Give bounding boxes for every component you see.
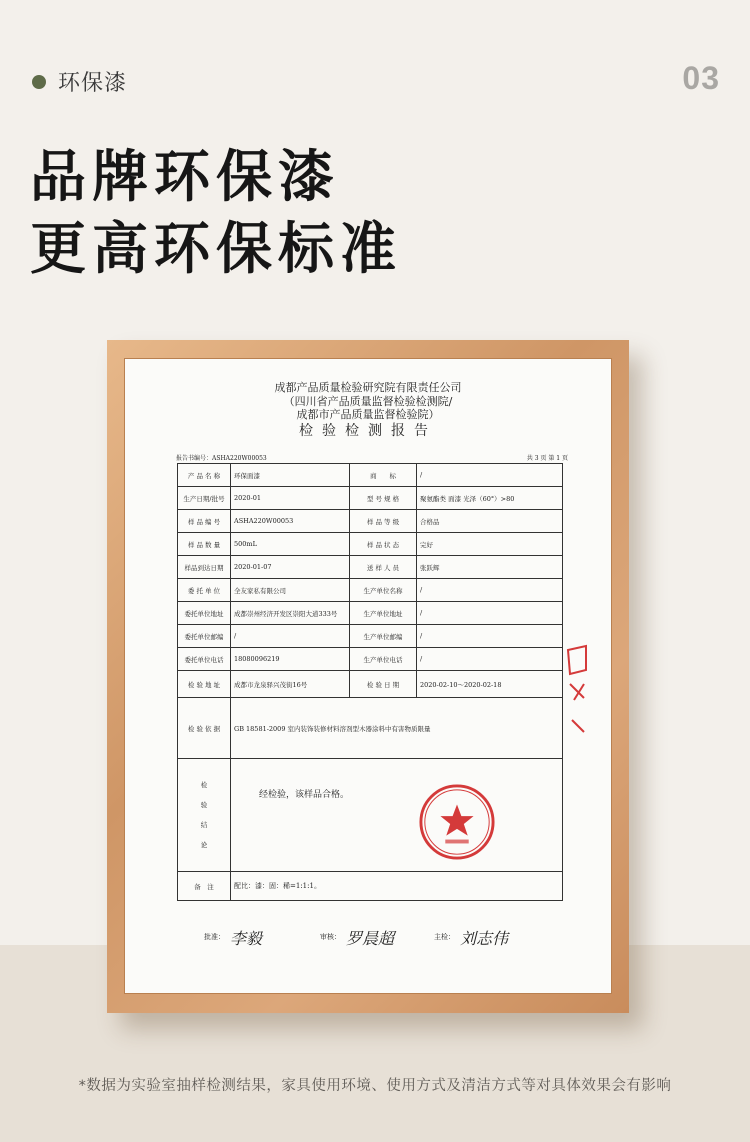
row-value-2: 合格品 — [417, 510, 563, 533]
row-value: 18080096219 — [231, 648, 350, 671]
row-label-2: 商 标 — [350, 464, 417, 487]
org-line: （四川省产品质量监督检验检测院/ — [283, 394, 453, 408]
row-label: 样 品 数 量 — [178, 533, 231, 556]
row-label: 生产日期/批号 — [178, 487, 231, 510]
review-signature: 罗晨超 — [346, 929, 395, 948]
row-label: 委托单位地址 — [178, 602, 231, 625]
approve-label: 批准： — [204, 933, 225, 941]
row-label: 检 验 地 址 — [178, 671, 231, 698]
row-label-2: 检 验 日 期 — [350, 671, 417, 698]
row-label: 产 品 名 称 — [178, 464, 231, 487]
issuing-organization — [124, 381, 612, 422]
row-label-2: 生产单位电话 — [350, 648, 417, 671]
basis-label: 检 验 依 据 — [178, 698, 231, 759]
headline-line-1: 品牌环保漆 — [30, 145, 340, 210]
inspection-report — [124, 358, 612, 994]
report-row — [178, 487, 563, 510]
remark-label: 备 注 — [178, 872, 231, 901]
conclusion-value: 经检验，该样品合格。 — [231, 759, 563, 872]
conclusion-label-text: 检验结论 — [200, 781, 208, 849]
row-value-2: / — [417, 602, 563, 625]
bullet-dot-icon — [32, 75, 46, 89]
row-value: 2020-01 — [231, 487, 350, 510]
row-label-2: 生产单位邮编 — [350, 625, 417, 648]
footer-disclaimer: *数据为实验室抽样检测结果，家具使用环境、使用方式及清洁方式等对具体效果会有影响 — [78, 1078, 672, 1094]
row-label-2: 样 品 等 级 — [350, 510, 417, 533]
row-label: 样 品 编 号 — [178, 510, 231, 533]
main-inspector-label: 主检： — [434, 933, 455, 941]
basis-row — [178, 698, 563, 759]
report-row — [178, 671, 563, 698]
remark-row — [178, 872, 563, 901]
report-row — [178, 579, 563, 602]
review-label: 审核： — [320, 933, 341, 941]
headline-line-2: 更高环保标准 — [30, 217, 402, 282]
section-number: 03 — [682, 60, 720, 96]
row-value-2: 完好 — [417, 533, 563, 556]
row-label-2: 型 号 规 格 — [350, 487, 417, 510]
row-value: 全友家私有限公司 — [231, 579, 350, 602]
report-row — [178, 602, 563, 625]
conclusion-row — [178, 759, 563, 872]
row-label-2: 样 品 状 态 — [350, 533, 417, 556]
report-row — [178, 648, 563, 671]
report-row — [178, 464, 563, 487]
row-value: 成都崇州经济开发区崇阳大道333号 — [231, 602, 350, 625]
page-count: 共 3 页 第 1 页 — [526, 455, 568, 462]
row-value: 环保面漆 — [231, 464, 350, 487]
section-tag — [32, 66, 127, 97]
report-title: 检验检测报告 — [299, 423, 437, 439]
report-meta — [176, 453, 568, 462]
row-value: / — [231, 625, 350, 648]
report-row — [178, 510, 563, 533]
row-value: 500mL — [231, 533, 350, 556]
side-seal-mark — [566, 640, 588, 740]
report-table — [177, 463, 563, 901]
section-label: 环保漆 — [58, 71, 128, 96]
report-row — [178, 625, 563, 648]
row-value: 成都市龙泉驿兴茂街16号 — [231, 671, 350, 698]
wooden-picture-frame — [107, 340, 629, 1013]
certificate-paper — [124, 358, 612, 994]
org-line: 成都产品质量检验研究院有限责任公司 — [274, 381, 462, 394]
report-number: 报告书编号：ASHA220W00053 — [176, 455, 267, 462]
row-value: ASHA220W00053 — [231, 510, 350, 533]
conclusion-label — [178, 759, 231, 872]
official-seal — [418, 783, 496, 861]
main-inspector-signature: 刘志伟 — [460, 929, 509, 948]
row-value-2: / — [417, 579, 563, 602]
row-label: 委托单位邮编 — [178, 625, 231, 648]
row-value-2: 2020-02-10～2020-02-18 — [417, 671, 563, 698]
row-value-2: / — [417, 625, 563, 648]
row-label-2: 送 样 人 员 — [350, 556, 417, 579]
row-value-2: 聚氨酯类 面漆 光泽（60°）>80 — [417, 487, 563, 510]
remark-value: 配比：漆：固：稀=1:1:1。 — [231, 872, 563, 901]
report-row — [178, 533, 563, 556]
row-label: 样品到达日期 — [178, 556, 231, 579]
row-label-2: 生产单位名称 — [350, 579, 417, 602]
report-row — [178, 556, 563, 579]
org-line: 成都市产品质量监督检验院） — [296, 408, 440, 421]
row-label: 委 托 单 位 — [178, 579, 231, 602]
row-label: 委托单位电话 — [178, 648, 231, 671]
basis-value: GB 18581-2009 室内装饰装修材料溶剂型木器涂料中有害物质限量 — [231, 698, 563, 759]
row-value-2: 张跃辉 — [417, 556, 563, 579]
row-value: 2020-01-07 — [231, 556, 350, 579]
approve-signature: 李毅 — [230, 929, 263, 948]
row-value-2: / — [417, 648, 563, 671]
row-label-2: 生产单位地址 — [350, 602, 417, 625]
row-value-2: / — [417, 464, 563, 487]
